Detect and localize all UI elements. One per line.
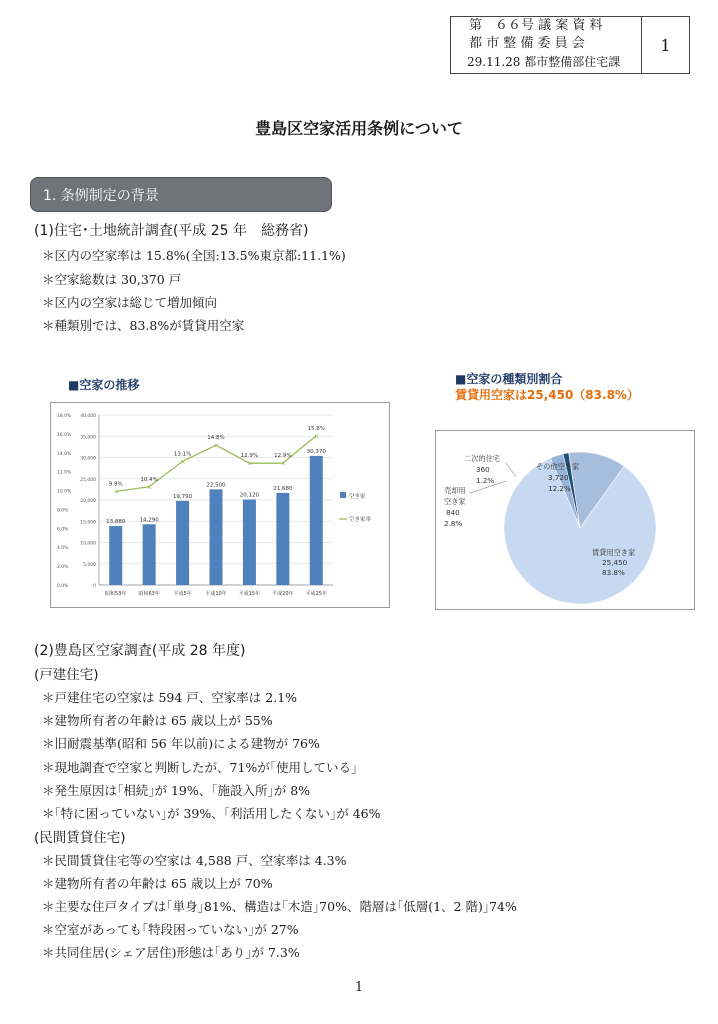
bar-value-label: 30,370 [306,448,326,455]
pie-label-second: 二次的住宅 [464,454,500,463]
pie-label-other: 12.2% [548,484,571,493]
y-left-tick-label: 25,000 [80,477,96,483]
bar-value-label: 14,290 [139,517,159,524]
survey2-heading: (2)豊島区空家調査(平成 28 年度) [34,643,246,659]
document-title: 豊島区空家活用条例について [255,119,463,138]
rental-bullet: ＊主要な住戸タイプは｢単身｣81%、構造は｢木造｣70%、階層は｢低層(1、2 階)｣74% [42,899,517,914]
rental-bullet: ＊民間賃貸住宅等の空家は 4,588 戸、空家率は 4.3% [42,853,347,868]
detached-bullet: ＊｢特に困っていない｣が 39%、｢利活用したくない｣が 46% [42,806,381,821]
chart2-title: ■空家の種類別割合 [455,372,563,386]
pie-label-rent: 25,450 [602,558,628,567]
y-left-tick-label: 35,000 [80,435,96,441]
y-right-tick-label: 10.0% [57,489,72,495]
rate-marker: × [146,483,153,492]
bar-value-label: 19,790 [172,493,193,500]
bar [276,493,289,585]
survey1-bullet: ＊種類別では、83.8%が賃貸用空家 [42,318,245,333]
leader-line [506,463,516,477]
y-right-tick-label: 8.0% [57,508,69,514]
y-right-tick-label: 0.0% [57,584,69,589]
bar [210,489,223,585]
rate-marker: × [313,432,320,441]
x-tick-label: 平成10年 [205,591,227,597]
rate-value-label: 12.9% [240,453,259,460]
bar-value-label: 13,880 [106,519,126,526]
chart1-title: ■空家の推移 [68,378,140,392]
pie-label-sale: 840 [446,508,460,517]
rate-marker: × [113,488,120,496]
bar-value-label: 21,680 [273,485,293,492]
vacant-houses-trend-chart [51,403,389,607]
rental-bullet: ＊空室があっても｢特段困っていない｣が 27% [42,922,299,937]
survey1-bullet: ＊区内の空家率は 15.8%(全国:13.5%東京都:11.1%) [42,248,346,263]
section-heading-bar [30,177,332,212]
x-tick-label: 平成15年 [238,591,261,597]
pie-label-second: 360 [476,465,490,474]
y-left-tick-label: 30,000 [80,456,96,462]
section-heading: 1. 条例制定の背景 [43,188,159,204]
rate-value-label: 10.4% [140,476,158,483]
rate-value-label: 9.9% [108,481,123,488]
y-right-tick-label: 12.0% [57,470,72,476]
rate-value-label: 14.8% [207,435,225,442]
rate-marker: × [180,457,186,466]
y-right-tick-label: 2.0% [57,565,69,571]
rental-bullet: ＊共同住居(シェア居住)形態は｢あり｣が 7.3% [42,945,300,960]
stamp-line-2: 都 市 整 備 委 員 会 [469,36,585,51]
x-tick-label: 昭和53年 [105,591,127,597]
pie-label-sale: 空き家 [444,497,466,506]
stamp-line-3: 29.11.28 都市整備部住宅課 [467,55,621,69]
rate-value-label: 15.8% [307,425,326,432]
x-tick-label: 昭和63年 [138,591,160,597]
document-stamp-box [450,16,690,74]
detached-bullet: ＊戸建住宅の空家は 594 戸、空家率は 2.1% [42,690,298,705]
rental-bullet: ＊建物所有者の年齢は 65 歳以上が 70% [42,876,273,891]
legend-bar-swatch [340,492,346,498]
page-number: 1 [354,980,364,995]
stamp-lines [451,17,642,73]
x-tick-label: 平成5年 [173,591,192,597]
rate-marker: × [213,441,220,450]
rate-marker: × [246,459,253,468]
stamp-line-1: 第 ６６号 議 案 資 料 [469,18,603,33]
rate-value-label: 12.9% [274,453,292,460]
pie-label-sale: 売却用 [444,486,466,495]
pie-label-sale: 2.8% [444,519,463,528]
survey1-bullet: ＊空家総数は 30,370 戸 [42,272,182,287]
legend-bar-label: 空き家 [349,494,366,500]
rate-value-label: 13.1% [173,451,192,458]
chart2-subtitle: 賃貸用空家は25,450（83.8%） [455,388,639,402]
chart2-frame [435,430,695,610]
y-left-tick-label: 5,000 [83,562,96,568]
pie-label-rent: 83.8% [602,568,625,577]
pie-label-second: 1.2% [476,476,495,485]
y-right-tick-label: 6.0% [57,527,69,533]
survey1-bullet: ＊区内の空家は総じて増加傾向 [42,295,218,310]
detached-bullet: ＊旧耐震基準(昭和 56 年以前)による建物が 76% [42,736,320,751]
y-left-tick-label: 20,000 [80,499,96,504]
bar-value-label: 20,120 [239,492,260,499]
bar [176,501,189,585]
bar [310,456,323,585]
pie-label-other: 3,720 [548,473,569,482]
vacant-house-type-pie-chart [436,431,694,609]
x-tick-label: 平成20年 [272,591,294,597]
legend-line-label: 空き家率 [349,517,372,523]
bar [143,524,156,585]
survey1-heading: (1)住宅･土地統計調査(平成 25 年 総務省) [34,223,309,239]
detached-bullet: ＊建物所有者の年齢は 65 歳以上が 55% [42,713,273,728]
y-right-tick-label: 4.0% [57,546,69,552]
y-right-tick-label: 14.0% [57,451,72,457]
y-left-tick-label: 0 [93,584,96,589]
bar-value-label: 22,500 [206,482,226,489]
y-right-tick-label: 18.0% [57,414,72,419]
chart1-frame [50,402,390,608]
detached-bullet: ＊現地調査で空家と判断したが、71%が｢使用している｣ [42,760,358,775]
detached-label: (戸建住宅) [34,667,99,683]
x-tick-label: 平成25年 [305,591,327,597]
rental-label: (民間賃貸住宅) [34,830,126,846]
y-left-tick-label: 15,000 [80,520,96,526]
y-left-tick-label: 10,000 [80,541,96,547]
stamp-number: 1 [660,35,671,55]
pie-label-rent: 賃貸用空き家 [592,548,636,557]
bar [109,526,122,585]
y-right-tick-label: 16.0% [57,432,72,438]
pie-label-other: その他空き家 [536,462,580,471]
rate-marker: × [280,459,287,468]
bar [243,499,256,585]
detached-bullet: ＊発生原因は｢相続｣が 19%、｢施設入所｣が 8% [42,783,311,798]
y-left-tick-label: 40,000 [80,414,96,419]
